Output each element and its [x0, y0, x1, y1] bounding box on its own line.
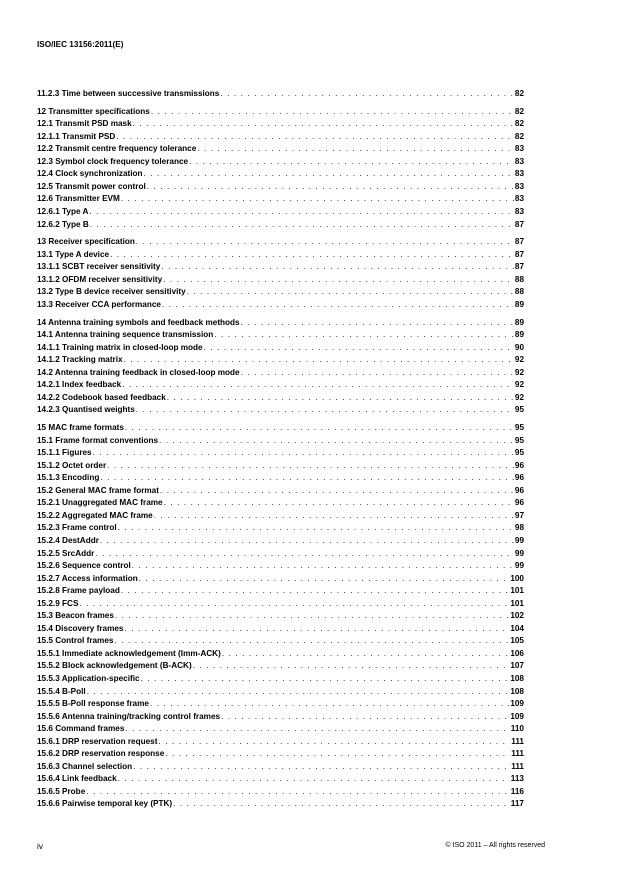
toc-entry-label: 12.4 Clock synchronization — [37, 169, 143, 179]
toc-page-number: 92 — [514, 392, 524, 402]
leader-dots — [121, 585, 510, 598]
leader-dots — [144, 168, 514, 181]
toc-page-number: 106 — [510, 648, 524, 658]
toc-row[interactable] — [37, 761, 524, 774]
toc-row[interactable] — [37, 773, 524, 786]
leader-dots — [114, 635, 509, 648]
leader-dots — [125, 422, 514, 435]
toc-page-number: 95 — [514, 405, 524, 415]
toc-row[interactable] — [37, 106, 524, 119]
toc-row[interactable] — [37, 522, 524, 535]
leader-dots — [107, 460, 514, 473]
toc-page-number: 111 — [511, 749, 524, 759]
toc-page-number: 111 — [511, 736, 524, 746]
toc-page-number: 100 — [510, 573, 524, 583]
leader-dots — [214, 329, 514, 342]
leader-dots — [220, 88, 514, 101]
toc-row[interactable] — [37, 435, 524, 448]
toc-entry-label: 14.2.3 Quantised weights — [37, 405, 135, 415]
toc-entry-label: 15 MAC frame formats — [37, 423, 124, 433]
toc-page-number: 83 — [514, 144, 524, 154]
toc-page-number: 82 — [514, 89, 524, 98]
toc-row[interactable] — [37, 261, 524, 274]
toc-page-number: 83 — [514, 181, 524, 191]
toc-page-number: 83 — [514, 169, 524, 179]
toc-entry-label: 15.2.9 FCS — [37, 598, 79, 608]
toc-group — [37, 88, 524, 101]
toc-row[interactable] — [37, 472, 524, 485]
toc-row[interactable] — [37, 673, 524, 686]
toc-entry-label: 12.6 Transmitter EVM — [37, 194, 120, 204]
toc-row[interactable] — [37, 573, 524, 586]
toc-row[interactable] — [37, 798, 524, 811]
leader-dots — [90, 219, 514, 232]
leader-dots — [133, 118, 514, 131]
toc-page-number: 92 — [514, 367, 524, 377]
toc-entry-label: 15.4 Discovery frames — [37, 623, 124, 633]
toc-page-number: 95 — [514, 448, 524, 458]
toc-row[interactable] — [37, 379, 524, 392]
toc-entry-label: 15.6.2 DRP reservation response — [37, 749, 165, 759]
toc-entry-label: 15.2.3 Frame control — [37, 523, 117, 533]
toc-entry-label: 14.1.2 Tracking matrix — [37, 355, 123, 365]
leader-dots — [139, 573, 510, 586]
toc-entry-label: 15.2.7 Access information — [37, 573, 138, 583]
toc-page-number: 82 — [514, 119, 524, 129]
toc-entry-label: 15.2.4 DestAddr — [37, 535, 99, 545]
leader-dots — [164, 497, 514, 510]
toc-row[interactable] — [37, 317, 524, 330]
leader-dots — [154, 510, 514, 523]
toc-entry-label: 12 Transmitter specifications — [37, 106, 150, 116]
toc-page-number: 108 — [510, 673, 524, 683]
toc-entry-label: 14 Antenna training symbols and feedback methods — [37, 317, 240, 327]
leader-dots — [160, 485, 514, 498]
toc-page-number: 101 — [510, 586, 524, 596]
leader-dots — [89, 206, 513, 219]
toc-row[interactable] — [37, 560, 524, 573]
toc-row[interactable] — [37, 168, 524, 181]
toc-entry-label: 15.5 Control frames — [37, 636, 114, 646]
toc-page-number: 92 — [514, 380, 524, 390]
page-footer — [37, 842, 545, 851]
toc-page-number: 96 — [514, 485, 524, 495]
toc-row[interactable] — [37, 460, 524, 473]
toc-entry-label: 15.6 Command frames — [37, 724, 125, 734]
toc-entry-label: 15.2.8 Frame payload — [37, 586, 120, 596]
leader-dots — [151, 106, 514, 119]
toc-row[interactable] — [37, 143, 524, 156]
toc-page-number: 87 — [514, 249, 524, 259]
leader-dots — [133, 761, 510, 774]
toc-group — [37, 422, 524, 811]
toc-page-number: 99 — [514, 561, 524, 571]
toc-entry-label: 14.2.2 Codebook based feedback — [37, 392, 166, 402]
leader-dots — [150, 698, 509, 711]
leader-dots — [197, 143, 514, 156]
toc-entry-label: 12.1 Transmit PSD mask — [37, 119, 132, 129]
toc-entry-label: 15.1.1 Figures — [37, 448, 92, 458]
toc-group — [37, 236, 524, 311]
toc-row[interactable] — [37, 131, 524, 144]
toc-row[interactable] — [37, 156, 524, 169]
toc-row[interactable] — [37, 219, 524, 232]
toc-entry-label: 15.5.4 B-Poll — [37, 686, 86, 696]
toc-group — [37, 106, 524, 231]
toc-row[interactable] — [37, 548, 524, 561]
toc-page-number: 90 — [514, 342, 524, 352]
leader-dots — [87, 686, 510, 699]
toc-page-number: 83 — [514, 194, 524, 204]
toc-row[interactable] — [37, 723, 524, 736]
toc-entry-label: 11.2.3 Time between successive transmissions — [37, 89, 220, 98]
toc-page-number: 110 — [510, 724, 524, 734]
leader-dots — [193, 660, 510, 673]
toc-page-number: 88 — [514, 287, 524, 297]
toc-row[interactable] — [37, 485, 524, 498]
toc-page-number: 116 — [510, 786, 524, 796]
toc-row[interactable] — [37, 367, 524, 380]
toc-page-number: 83 — [514, 207, 524, 217]
leader-dots — [79, 598, 509, 611]
toc-row[interactable] — [37, 686, 524, 699]
toc-page-number: 87 — [514, 219, 524, 229]
leader-dots — [163, 274, 514, 287]
toc-row[interactable] — [37, 422, 524, 435]
toc-entry-label: 12.6.1 Type A — [37, 207, 89, 217]
toc-page-number: 89 — [514, 330, 524, 340]
toc-row[interactable] — [37, 497, 524, 510]
leader-dots — [165, 748, 510, 761]
toc-page-number: 109 — [510, 699, 524, 709]
leader-dots — [189, 156, 514, 169]
leader-dots — [187, 286, 514, 299]
leader-dots — [100, 472, 514, 485]
toc-entry-label: 15.1.3 Encoding — [37, 473, 100, 483]
leader-dots — [167, 392, 514, 405]
toc-entry-label: 12.2 Transmit centre frequency tolerance — [37, 144, 197, 154]
toc-row[interactable] — [37, 193, 524, 206]
toc-entry-label: 13.3 Receiver CCA performance — [37, 299, 161, 309]
toc-page-number: 96 — [514, 498, 524, 508]
leader-dots — [121, 193, 514, 206]
leader-dots — [110, 249, 514, 262]
toc-page-number: 96 — [514, 473, 524, 483]
toc-row[interactable] — [37, 748, 524, 761]
toc-entry-label: 15.6.6 Pairwise temporal key (PTK) — [37, 799, 173, 809]
leader-dots — [173, 798, 510, 811]
leader-dots — [118, 773, 510, 786]
toc-page-number: 97 — [514, 510, 524, 520]
leader-dots — [115, 610, 509, 623]
toc-page-number: 99 — [514, 548, 524, 558]
toc-page-number: 95 — [514, 435, 524, 445]
toc-entry-label: 12.5 Transmit power control — [37, 181, 146, 191]
toc-row[interactable] — [37, 711, 524, 724]
toc-entry-label: 14.2.1 Index feedback — [37, 380, 122, 390]
toc-page-number: 87 — [514, 262, 524, 272]
toc-entry-label: 13.1.2 OFDM receiver sensitivity — [37, 274, 163, 284]
toc-row[interactable] — [37, 404, 524, 417]
leader-dots — [125, 723, 509, 736]
toc-row[interactable] — [37, 585, 524, 598]
toc-entry-label: 15.6.5 Probe — [37, 786, 86, 796]
leader-dots — [86, 786, 510, 799]
toc-row[interactable] — [37, 206, 524, 219]
toc-page-number: 117 — [510, 799, 524, 809]
leader-dots — [241, 367, 514, 380]
toc-entry-label: 15.1.2 Octet order — [37, 460, 107, 470]
toc-row[interactable] — [37, 610, 524, 623]
toc-row[interactable] — [37, 354, 524, 367]
toc-entry-label: 12.6.2 Type B — [37, 219, 89, 229]
leader-dots — [132, 560, 514, 573]
toc-row[interactable] — [37, 447, 524, 460]
toc-entry-label: 15.2.6 Sequence control — [37, 561, 131, 571]
toc-entry-label: 15.6.1 DRP reservation request — [37, 736, 158, 746]
toc-entry-label: 13.2 Type B device receiver sensitivity — [37, 287, 186, 297]
toc-row[interactable] — [37, 623, 524, 636]
toc-row[interactable] — [37, 342, 524, 355]
toc-entry-label: 15.5.5 B-Poll response frame — [37, 699, 149, 709]
toc-entry-label: 15.3 Beacon frames — [37, 611, 114, 621]
toc-row[interactable] — [37, 598, 524, 611]
toc-row[interactable] — [37, 299, 524, 312]
toc-page-number: 104 — [510, 623, 524, 633]
leader-dots — [141, 673, 510, 686]
toc-page-number: 95 — [514, 423, 524, 433]
leader-dots — [95, 548, 514, 561]
toc-entry-label: 15.2.1 Unaggregated MAC frame — [37, 498, 163, 508]
toc-row[interactable] — [37, 660, 524, 673]
leader-dots — [122, 379, 514, 392]
toc-page-number: 113 — [510, 774, 524, 784]
toc-page-number: 92 — [514, 355, 524, 365]
toc-entry-label: 15.5.3 Application-specific — [37, 673, 140, 683]
toc-page-number: 88 — [514, 274, 524, 284]
toc-page-number: 96 — [514, 460, 524, 470]
toc-row[interactable] — [37, 181, 524, 194]
toc-entry-label: 15.6.3 Channel selection — [37, 761, 133, 771]
toc-page-number: 109 — [510, 711, 524, 721]
toc-row[interactable] — [37, 736, 524, 749]
toc-entry-label: 13 Receiver specification — [37, 237, 135, 247]
toc-page-number: 89 — [514, 299, 524, 309]
toc-page-number: 102 — [510, 611, 524, 621]
toc-page-number: 105 — [510, 636, 524, 646]
leader-dots — [118, 522, 514, 535]
toc-page-number: 83 — [514, 156, 524, 166]
toc-row[interactable] — [37, 535, 524, 548]
toc-row[interactable] — [37, 648, 524, 661]
toc-entry-label: 15.5.2 Block acknowledgement (B-ACK) — [37, 661, 192, 671]
toc-entry-label: 14.1.1 Training matrix in closed-loop mode — [37, 342, 203, 352]
toc-row[interactable] — [37, 274, 524, 287]
leader-dots — [221, 711, 509, 724]
leader-dots — [241, 317, 514, 330]
toc-page-number: 101 — [510, 598, 524, 608]
toc-row[interactable] — [37, 249, 524, 262]
toc-row[interactable] — [37, 392, 524, 405]
toc-page-number: 99 — [514, 535, 524, 545]
document-id-header: ISO/IEC 13156:2011(E) — [37, 40, 124, 49]
leader-dots — [124, 623, 509, 636]
toc-row[interactable] — [37, 786, 524, 799]
leader-dots — [222, 648, 510, 661]
table-of-contents — [37, 88, 524, 816]
leader-dots — [124, 354, 514, 367]
toc-page-number: 111 — [511, 761, 524, 771]
toc-group — [37, 317, 524, 417]
toc-page-number: 98 — [514, 523, 524, 533]
page-folio: iv — [37, 842, 43, 851]
leader-dots — [93, 447, 514, 460]
toc-entry-label: 13.1 Type A device — [37, 249, 110, 259]
toc-row[interactable] — [37, 236, 524, 249]
toc-row[interactable] — [37, 286, 524, 299]
toc-entry-label: 13.1.1 SCBT receiver sensitivity — [37, 262, 161, 272]
toc-entry-label: 15.5.1 Immediate acknowledgement (Imm-ACK) — [37, 648, 221, 658]
leader-dots — [147, 181, 514, 194]
toc-page-number: 82 — [514, 131, 524, 141]
toc-entry-label: 12.3 Symbol clock frequency tolerance — [37, 156, 189, 166]
toc-entry-label: 15.2 General MAC frame format — [37, 485, 159, 495]
leader-dots — [158, 736, 510, 749]
toc-entry-label: 14.2 Antenna training feedback in closed-loop mode — [37, 367, 240, 377]
toc-row-11-2-3[interactable] — [37, 88, 524, 101]
leader-dots — [162, 299, 514, 312]
toc-entry-label: 12.1.1 Transmit PSD — [37, 131, 116, 141]
toc-entry-label: 15.5.6 Antenna training/tracking control frames — [37, 711, 221, 721]
toc-entry-label: 15.2.5 SrcAddr — [37, 548, 95, 558]
toc-entry-label: 15.2.2 Aggregated MAC frame — [37, 510, 153, 520]
toc-page-number: 107 — [510, 661, 524, 671]
toc-row[interactable] — [37, 329, 524, 342]
leader-dots — [100, 535, 514, 548]
toc-row[interactable] — [37, 635, 524, 648]
toc-entry-label: 15.1 Frame format conventions — [37, 435, 159, 445]
toc-row[interactable] — [37, 118, 524, 131]
toc-page-number: 87 — [514, 237, 524, 247]
toc-row[interactable] — [37, 510, 524, 523]
toc-entry-label: 14.1 Antenna training sequence transmission — [37, 330, 214, 340]
toc-page-number: 89 — [514, 317, 524, 327]
leader-dots — [136, 236, 514, 249]
toc-page-number: 82 — [514, 106, 524, 116]
leader-dots — [116, 131, 514, 144]
toc-row[interactable] — [37, 698, 524, 711]
leader-dots — [204, 342, 514, 355]
copyright-notice: © ISO 2011 – All rights reserved — [445, 842, 545, 849]
toc-page-number: 108 — [510, 686, 524, 696]
toc-entry-label: 15.6.4 Link feedback — [37, 774, 117, 784]
leader-dots — [161, 261, 514, 274]
leader-dots — [136, 404, 514, 417]
leader-dots — [159, 435, 514, 448]
